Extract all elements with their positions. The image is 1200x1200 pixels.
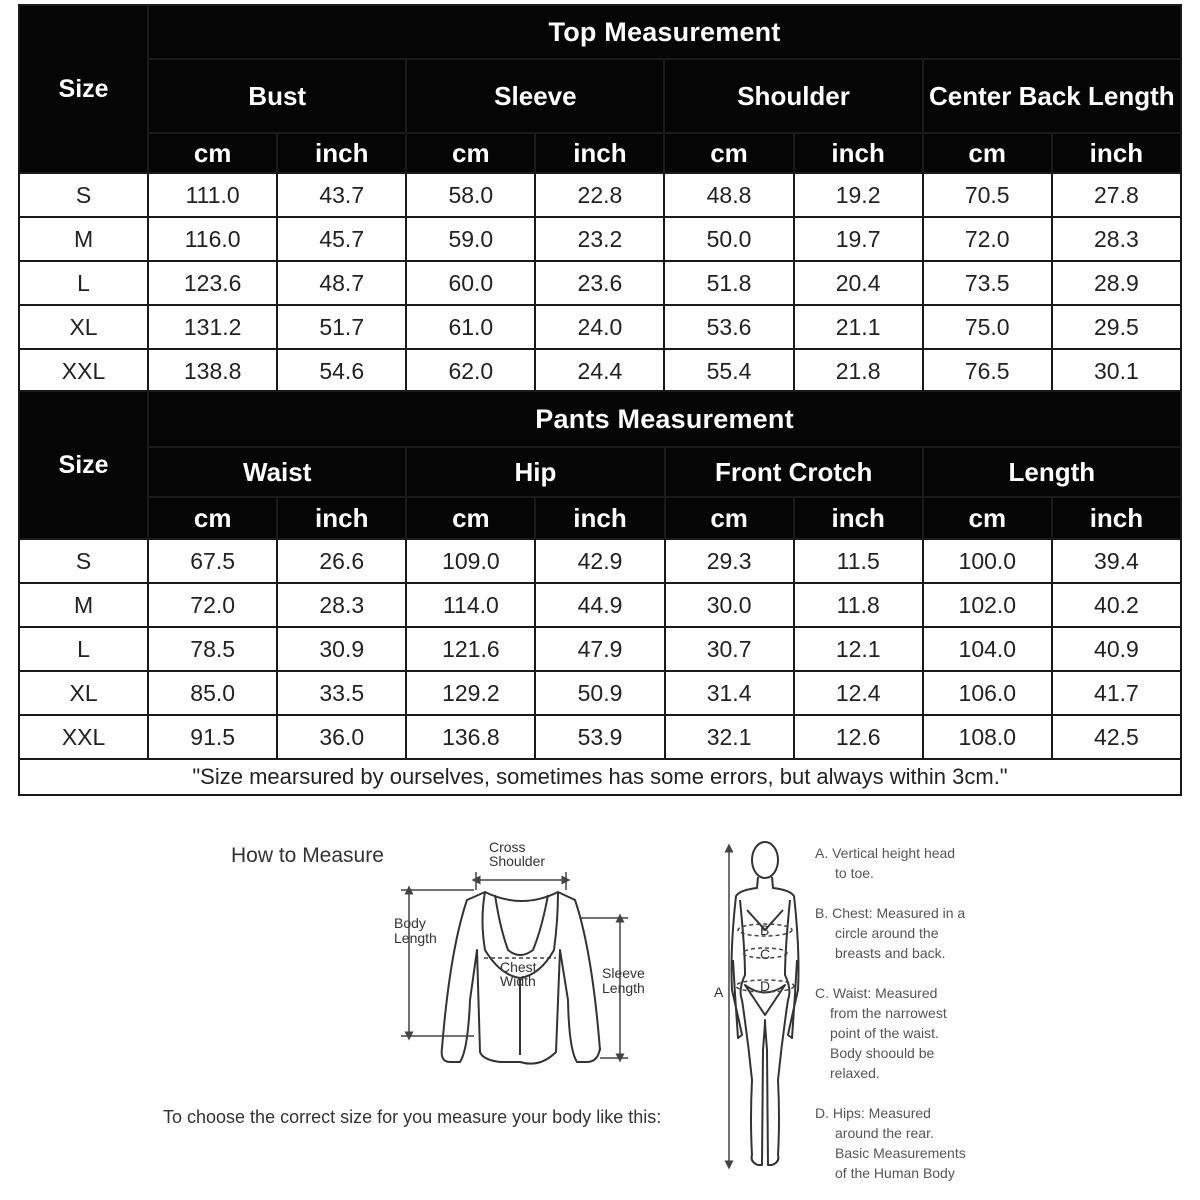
value-cell: 23.2	[535, 217, 664, 261]
value-cell: 111.0	[148, 173, 277, 217]
value-cell: 104.0	[923, 627, 1052, 671]
value-cell: 39.4	[1052, 539, 1181, 583]
unit-header: cm	[665, 497, 794, 539]
value-cell: 55.4	[664, 349, 793, 393]
unit-header: cm	[664, 133, 793, 173]
value-cell: 21.1	[794, 305, 923, 349]
marker-a-label: A	[714, 984, 724, 1000]
table-row	[19, 305, 1181, 349]
value-cell: 129.2	[406, 671, 535, 715]
value-cell: 61.0	[406, 305, 535, 349]
size-cell: XXL	[19, 715, 148, 759]
top-measurement-table	[18, 4, 1182, 394]
table-row	[19, 349, 1181, 393]
value-cell: 138.8	[148, 349, 277, 393]
table-title: Top Measurement	[148, 5, 1181, 59]
legend-line: circle around the	[835, 925, 939, 941]
value-cell: 36.0	[277, 715, 406, 759]
value-cell: 26.6	[277, 539, 406, 583]
table-row	[19, 627, 1181, 671]
size-cell: XL	[19, 671, 148, 715]
unit-header: inch	[794, 133, 923, 173]
size-cell: M	[19, 583, 148, 627]
sleeve-length-label: Length	[602, 980, 645, 996]
unit-header: cm	[923, 133, 1052, 173]
unit-header: cm	[406, 133, 535, 173]
value-cell: 28.3	[277, 583, 406, 627]
size-cell: L	[19, 627, 148, 671]
table-row	[19, 583, 1181, 627]
column-group-header: Hip	[406, 447, 664, 497]
column-group-header: Length	[923, 447, 1181, 497]
note-row	[19, 759, 1181, 795]
unit-header: cm	[148, 133, 277, 173]
value-cell: 100.0	[923, 539, 1052, 583]
column-group-header: Front Crotch	[665, 447, 923, 497]
value-cell: 50.0	[664, 217, 793, 261]
value-cell: 53.9	[535, 715, 664, 759]
unit-header: inch	[1052, 133, 1181, 173]
legend-line: of the Human Body	[835, 1165, 955, 1181]
value-cell: 91.5	[148, 715, 277, 759]
column-group-header: Shoulder	[664, 59, 922, 133]
value-cell: 121.6	[406, 627, 535, 671]
value-cell: 47.9	[535, 627, 664, 671]
table-row	[19, 539, 1181, 583]
value-cell: 27.8	[1052, 173, 1181, 217]
value-cell: 45.7	[277, 217, 406, 261]
value-cell: 85.0	[148, 671, 277, 715]
pants-measurement-table	[18, 390, 1182, 796]
value-cell: 40.9	[1052, 627, 1181, 671]
table-row	[19, 671, 1181, 715]
how-to-measure-heading: How to Measure	[231, 844, 384, 867]
value-cell: 136.8	[406, 715, 535, 759]
legend-line: point of the waist.	[830, 1025, 939, 1041]
unit-header: inch	[535, 133, 664, 173]
legend-line: around the rear.	[835, 1125, 934, 1141]
column-group-header: Center Back Length	[923, 59, 1181, 133]
body-length-label: Body	[394, 915, 426, 931]
value-cell: 59.0	[406, 217, 535, 261]
value-cell: 123.6	[148, 261, 277, 305]
value-cell: 102.0	[923, 583, 1052, 627]
value-cell: 40.2	[1052, 583, 1181, 627]
value-cell: 28.9	[1052, 261, 1181, 305]
unit-header: inch	[794, 497, 923, 539]
value-cell: 42.9	[535, 539, 664, 583]
value-cell: 54.6	[277, 349, 406, 393]
cross-shoulder-label: Cross	[489, 839, 526, 855]
size-cell: M	[19, 217, 148, 261]
size-cell: L	[19, 261, 148, 305]
value-cell: 42.5	[1052, 715, 1181, 759]
unit-header: inch	[277, 133, 406, 173]
value-cell: 62.0	[406, 349, 535, 393]
value-cell: 60.0	[406, 261, 535, 305]
value-cell: 11.8	[794, 583, 923, 627]
table-row	[19, 173, 1181, 217]
body-length-label: Length	[394, 930, 437, 946]
value-cell: 75.0	[923, 305, 1052, 349]
measure-guide	[0, 800, 1200, 1200]
value-cell: 43.7	[277, 173, 406, 217]
legend-line: to toe.	[835, 865, 874, 881]
body-figure-icon	[732, 842, 799, 1165]
value-cell: 73.5	[923, 261, 1052, 305]
value-cell: 12.6	[794, 715, 923, 759]
unit-header-row	[19, 497, 1181, 539]
legend-line: relaxed.	[830, 1065, 880, 1081]
size-header: Size	[19, 5, 148, 173]
value-cell: 44.9	[535, 583, 664, 627]
size-cell: XL	[19, 305, 148, 349]
legend-line: Body shoould be	[830, 1045, 935, 1061]
value-cell: 131.2	[148, 305, 277, 349]
value-cell: 106.0	[923, 671, 1052, 715]
value-cell: 116.0	[148, 217, 277, 261]
measurement-note: "Size mearsured by ourselves, sometimes has some errors, but always within 3cm."	[19, 759, 1181, 795]
value-cell: 108.0	[923, 715, 1052, 759]
marker-c-label: C	[760, 946, 771, 962]
legend-line: C. Waist: Measured	[815, 985, 938, 1001]
value-cell: 76.5	[923, 349, 1052, 393]
cross-shoulder-label: Shoulder	[489, 853, 546, 869]
value-cell: 114.0	[406, 583, 535, 627]
unit-header: inch	[535, 497, 664, 539]
legend-line: A. Vertical height head	[815, 845, 956, 861]
value-cell: 21.8	[794, 349, 923, 393]
value-cell: 48.8	[664, 173, 793, 217]
value-cell: 19.7	[794, 217, 923, 261]
value-cell: 31.4	[665, 671, 794, 715]
value-cell: 53.6	[664, 305, 793, 349]
value-cell: 72.0	[148, 583, 277, 627]
unit-header: inch	[1052, 497, 1181, 539]
value-cell: 58.0	[406, 173, 535, 217]
table-row	[19, 715, 1181, 759]
value-cell: 28.3	[1052, 217, 1181, 261]
value-cell: 22.8	[535, 173, 664, 217]
legend-line: breasts and back.	[835, 945, 946, 961]
value-cell: 30.7	[665, 627, 794, 671]
marker-b-label: B	[760, 922, 770, 938]
value-cell: 33.5	[277, 671, 406, 715]
column-group-header: Waist	[148, 447, 406, 497]
value-cell: 20.4	[794, 261, 923, 305]
value-cell: 30.0	[665, 583, 794, 627]
legend-line: B. Chest: Measured in a	[815, 905, 966, 921]
value-cell: 51.8	[664, 261, 793, 305]
value-cell: 24.0	[535, 305, 664, 349]
value-cell: 70.5	[923, 173, 1052, 217]
size-cell: S	[19, 173, 148, 217]
value-cell: 109.0	[406, 539, 535, 583]
value-cell: 72.0	[923, 217, 1052, 261]
value-cell: 41.7	[1052, 671, 1181, 715]
chest-width-label: Width	[500, 973, 536, 989]
chest-width-label: Chest	[500, 959, 537, 975]
unit-header-row	[19, 133, 1181, 173]
value-cell: 30.9	[277, 627, 406, 671]
marker-d-label: D	[760, 978, 771, 994]
legend-line: from the narrowest	[830, 1005, 947, 1021]
unit-header: inch	[277, 497, 406, 539]
table-title: Pants Measurement	[148, 391, 1181, 447]
value-cell: 12.1	[794, 627, 923, 671]
value-cell: 78.5	[148, 627, 277, 671]
table-row	[19, 261, 1181, 305]
value-cell: 19.2	[794, 173, 923, 217]
size-cell: XXL	[19, 349, 148, 393]
value-cell: 67.5	[148, 539, 277, 583]
size-header: Size	[19, 391, 148, 539]
value-cell: 30.1	[1052, 349, 1181, 393]
measure-legend	[815, 845, 966, 1181]
unit-header: cm	[406, 497, 535, 539]
value-cell: 29.5	[1052, 305, 1181, 349]
value-cell: 11.5	[794, 539, 923, 583]
column-group-header: Sleeve	[406, 59, 664, 133]
sleeve-length-label: Sleeve	[602, 965, 645, 981]
legend-line: D. Hips: Measured	[815, 1105, 931, 1121]
value-cell: 23.6	[535, 261, 664, 305]
choose-size-instruction: To choose the correct size for you measure your body like this:	[163, 1107, 662, 1127]
value-cell: 32.1	[665, 715, 794, 759]
value-cell: 29.3	[665, 539, 794, 583]
unit-header: cm	[148, 497, 277, 539]
value-cell: 50.9	[535, 671, 664, 715]
value-cell: 48.7	[277, 261, 406, 305]
unit-header: cm	[923, 497, 1052, 539]
column-group-header: Bust	[148, 59, 406, 133]
value-cell: 24.4	[535, 349, 664, 393]
table-row	[19, 217, 1181, 261]
value-cell: 12.4	[794, 671, 923, 715]
size-cell: S	[19, 539, 148, 583]
value-cell: 51.7	[277, 305, 406, 349]
legend-line: Basic Measurements	[835, 1145, 966, 1161]
